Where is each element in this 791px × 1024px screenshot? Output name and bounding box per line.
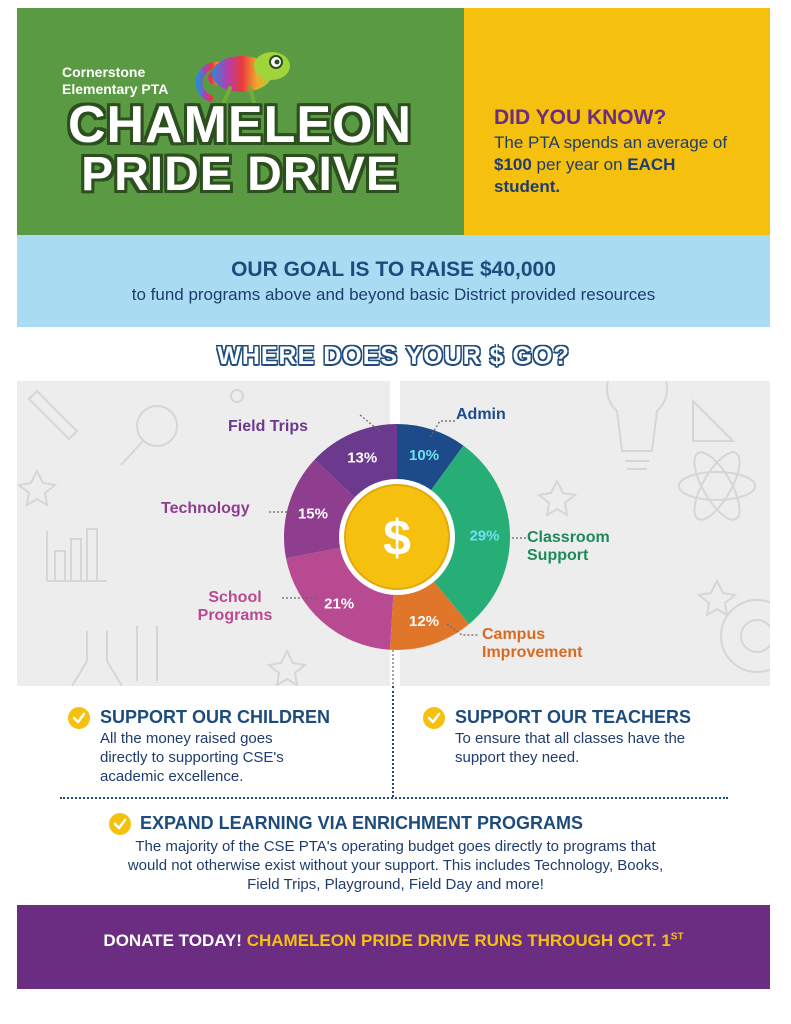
- check-icon-2: [423, 707, 445, 729]
- support-teachers-heading: SUPPORT OUR TEACHERS: [455, 707, 692, 727]
- value-label-classroom-support: 29%: [469, 527, 500, 545]
- check-icon: [68, 707, 90, 729]
- dollar-symbol: $: [383, 510, 411, 566]
- chart-heading: WHERE DOES YOUR $ GO?: [217, 342, 570, 370]
- support-teachers-text: To ensure that all classes have the support they need.: [455, 730, 686, 766]
- support-children-heading: SUPPORT OUR CHILDREN: [100, 707, 331, 727]
- did-you-know-text: The PTA spends an average of $100 per year on EACH student.: [494, 133, 728, 196]
- label-classroom-support: Classroom Support: [527, 529, 610, 564]
- support-children-text: All the money raised goes directly to supporting CSE's academic excellence.: [100, 730, 284, 785]
- value-label-school-programs: 21%: [324, 595, 355, 613]
- label-field-trips: Field Trips: [228, 418, 309, 435]
- label-campus-improvement: Campus Improvement: [482, 626, 583, 661]
- goal-heading: OUR GOAL IS TO RAISE $40,000: [231, 258, 556, 281]
- goal-subtext: to fund programs above and beyond basic District provided resources: [131, 285, 656, 304]
- check-icon-3: [109, 813, 131, 835]
- value-label-campus-improvement: 12%: [409, 613, 440, 631]
- title-line-2: PRIDE DRIVE: [81, 148, 399, 201]
- org-name: Cornerstone Elementary PTA: [62, 64, 169, 97]
- expand-heading: EXPAND LEARNING VIA ENRICHMENT PROGRAMS: [140, 813, 584, 833]
- value-label-technology: 15%: [297, 505, 328, 523]
- value-label-admin: 10%: [409, 446, 440, 464]
- did-you-know-heading: DID YOU KNOW?: [494, 106, 667, 129]
- divider-horizontal: [60, 797, 728, 799]
- label-technology: Technology: [161, 500, 250, 517]
- label-school-programs: School Programs: [197, 589, 273, 624]
- label-admin: Admin: [456, 406, 506, 423]
- value-label-field-trips: 13%: [347, 449, 378, 467]
- expand-text: The majority of the CSE PTA's operating budget goes directly to programs that would not otherwise exist without your support. This includes Technology, Books, Field Trips, Playground, Field Day and more!: [127, 838, 664, 893]
- donut-chart: [17, 381, 770, 686]
- title-line-1: CHAMELEON: [67, 96, 413, 154]
- footer-text: DONATE TODAY! CHAMELEON PRIDE DRIVE RUNS THROUGH OCT. 1ST: [103, 931, 684, 950]
- divider-vertical: [392, 686, 394, 797]
